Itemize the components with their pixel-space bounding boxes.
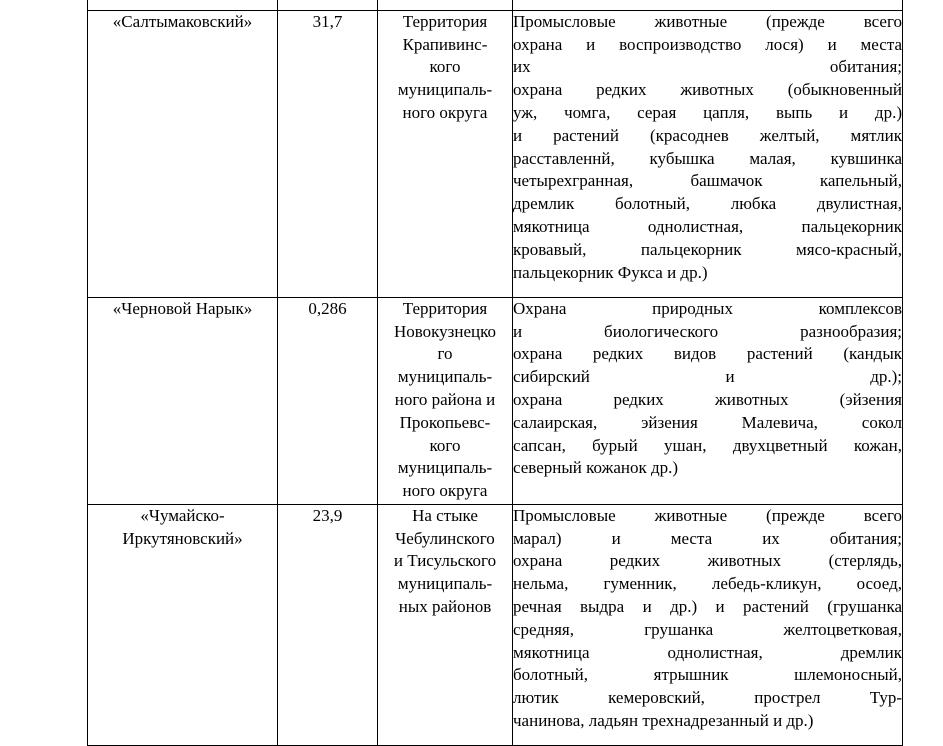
area-name-cell-line: «Черновой Нарык» (112, 298, 253, 318)
area-name-cell-line: «Салтымаковский» (112, 11, 253, 31)
area-size-cell (278, 10, 378, 297)
location-cell-line: Новокузнецко (393, 321, 497, 341)
location-cell-line: Крапивинс- (402, 34, 488, 54)
description-cell-line: их обитания; (513, 57, 902, 77)
location-cell-line: ного округа (402, 481, 488, 501)
area-name-cell (88, 0, 278, 10)
description-cell-line: и растений (красоднев желтый, мятлик (513, 125, 902, 145)
description-cell (513, 10, 903, 297)
location-cell-line: ного района и (394, 389, 496, 409)
description-cell-line: марал) и места их обитания; (513, 528, 902, 548)
description-cell-line: мякотница однолистная, дремлик (513, 642, 902, 662)
table-row (88, 10, 903, 297)
location-cell-line: Прокопьевс- (399, 412, 491, 432)
description-cell-line: мякотница однолистная, пальцекорник (513, 216, 902, 236)
table-row (88, 297, 903, 504)
description-cell-line: и биологического разнообразия; (513, 321, 902, 341)
description-cell-line: Промысловые животные (прежде всего (513, 11, 902, 31)
location-cell-line: Территория (402, 298, 488, 318)
description-cell (513, 504, 903, 745)
description-cell-line: сапсан, бурый ушан, двухцветный кожан, (513, 435, 902, 455)
description-cell (513, 0, 903, 10)
area-size-cell (278, 504, 378, 745)
description-cell-line: уж, чомга, серая цапля, выпь и др.) (513, 102, 902, 122)
location-cell (378, 504, 513, 745)
location-cell (378, 297, 513, 504)
area-size-value: 23,9 (312, 505, 343, 525)
description-cell-line: дремлик болотный, любка двулистная, (513, 194, 902, 214)
location-cell-line: На стыке (412, 505, 478, 525)
area-size-value: 31,7 (312, 11, 343, 31)
description-cell-line: пальцекорник Фукса и др.) (513, 262, 708, 282)
description-cell-line: охрана редких видов растений (кандык (513, 344, 902, 364)
location-cell-line: муниципаль- (397, 574, 493, 594)
area-size-value: 0,286 (308, 298, 347, 318)
description-cell-line: лютик кемеровский, прострел Тур- (513, 688, 902, 708)
description-cell-line: четырехгранная, башмачок капельный, (513, 171, 902, 191)
description-cell-line: салаирская, эйзения Малевича, сокол (513, 412, 902, 432)
area-name-cell (88, 297, 278, 504)
description-cell-line: охрана редких животных (обыкновенный (513, 80, 902, 100)
location-cell (378, 0, 513, 10)
location-cell-line: кого (429, 57, 461, 77)
area-name-cell (88, 10, 278, 297)
description-cell-line: охрана и воспроизводство лося) и места (513, 34, 902, 54)
description-cell-line: нельма, гуменник, лебедь-кликун, осоед, (513, 574, 902, 594)
description-cell-line: болотный, ятрышник шлемоносный, (513, 665, 902, 685)
area-name-cell (88, 504, 278, 745)
location-cell-line: муниципаль- (397, 80, 493, 100)
description-cell-line (513, 0, 902, 2)
protected-areas-table (87, 0, 903, 746)
description-cell-line: сибирский и др.); (513, 367, 902, 387)
description-cell-line: речная выдра и др.) и растений (грушанка (513, 596, 902, 616)
location-cell-line: Чебулинского (395, 528, 495, 548)
table-row (88, 0, 903, 10)
location-cell-line: муниципаль- (397, 367, 493, 387)
location-cell-line: ного округа (402, 102, 488, 122)
description-cell-line: кровавый, пальцекорник мясо-красный, (513, 239, 902, 259)
description-cell-line: охрана редких животных (эйзения (513, 389, 902, 409)
description-cell-line: расставленнй, кубышка малая, кувшинка (513, 148, 902, 168)
table-row (88, 504, 903, 745)
area-name-cell-line: «Чумайско- (140, 505, 225, 525)
description-cell-line: средняя, грушанка желтоцветковая, (513, 619, 902, 639)
location-cell-line: го (437, 344, 453, 364)
location-cell-line: ных районов (398, 596, 492, 616)
description-cell-line: Охрана природных комплексов (513, 298, 902, 318)
description-cell-line: чанинова, ладьян трехнадрезанный и др.) (513, 710, 814, 730)
area-size-cell (278, 297, 378, 504)
table-body (88, 0, 903, 745)
location-cell (378, 10, 513, 297)
area-size-cell (278, 0, 378, 10)
description-cell-line: Промысловые животные (прежде всего (513, 505, 902, 525)
area-name-cell-line: Иркутяновский» (122, 528, 243, 548)
location-cell-line: Территория (402, 11, 488, 31)
location-cell-line: муниципаль- (397, 458, 493, 478)
location-cell-line: кого (429, 435, 461, 455)
description-cell-line: северный кожанок др.) (513, 458, 679, 478)
location-cell-line: и Тисульского (393, 551, 497, 571)
description-cell-line: охрана редких животных (стерлядь, (513, 551, 902, 571)
description-cell (513, 297, 903, 504)
